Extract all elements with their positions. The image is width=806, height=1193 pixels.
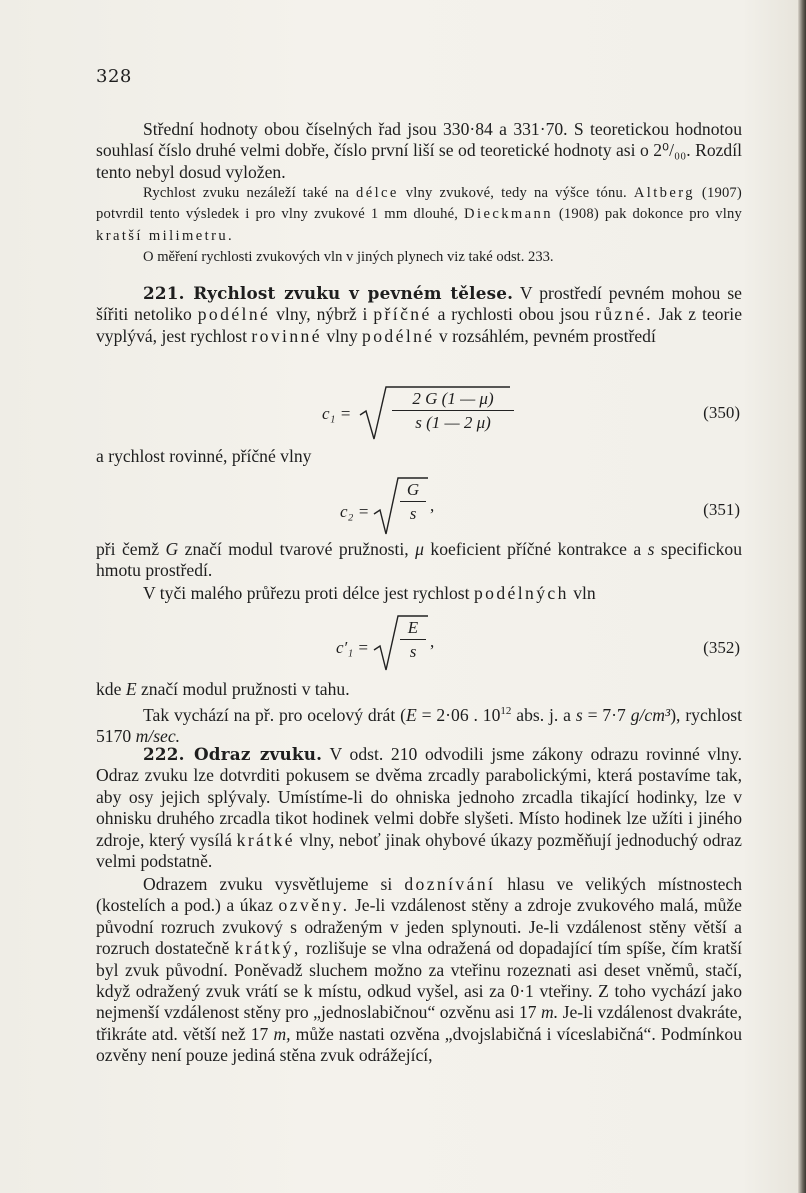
transverse-wave-text: a rychlost rovinné, příčné vlny xyxy=(96,446,312,466)
fraction: $\frac{G}{s}$ xyxy=(400,480,426,524)
formula-lhs: c₂ = xyxy=(340,502,370,521)
formula-lhs: c′₁ = xyxy=(336,638,369,657)
fraction: $\frac{E}{s}$ xyxy=(400,618,426,662)
equation-number: (350) xyxy=(703,403,740,422)
page-number: 328 xyxy=(96,66,132,87)
steel-wire-example: Tak vychází na př. pro ocelový drát (E = 2·06 . $10^{12}$ abs. j. a s = 7·7 g/cm³), rychlost 5170 m/sec. xyxy=(96,704,743,747)
small-print-reference: O měření rychlosti zvukových vln v jiných plynech viz také odst. 233. xyxy=(143,249,554,265)
section-221-heading: 221. Rychlost zvuku v pevném tělese. xyxy=(143,283,514,303)
rod-paragraph: V tyči malého průřezu proti délce jest rychlost podélných vln xyxy=(143,583,596,603)
formula-350 xyxy=(96,383,742,433)
equation-number: (351) xyxy=(703,500,740,519)
small-print-paragraph: Rychlost zvuku nezáleží také na délce vlny zvukové, tedy na výšce tónu. Altberg (1907) potvrdil tento výsledek i pro vlny zvukové 1 mm dlouhé, Dieckmann (1908) pak dokonce pro vlny kratší milimetru. xyxy=(96,185,742,244)
tension-modulus-text: kde E značí modul pružnosti v tahu. xyxy=(96,679,350,699)
formula-352: c′₁ = $\frac{E}{s}$ , (352) xyxy=(96,612,742,662)
page-edge-shadow xyxy=(798,0,806,1193)
formula-351: c₂ = $\frac{G}{s}$ , (351) xyxy=(96,474,742,524)
equation-number: (352) xyxy=(703,638,740,657)
intro-paragraph: Střední hodnoty obou číselných řad jsou 330·84 a 331·70. S teoretickou hodnotou souhlasí číslo druhé velmi dobře, číslo první liší se od teoretické hodnoty asi o 2⁰/₀₀. Rozdíl tento nebyl dosud vyložen. xyxy=(96,119,742,182)
section-222-heading: 222. Odraz zvuku. xyxy=(143,744,323,764)
section-221-paragraph: 221. Rychlost zvuku v pevném tělese. V prostředí pevném mohou se šířiti netoliko podélné vlny, nýbrž i příčné a rychlosti obou jsou různé. Jak z teorie vyplývá, jest rychlost rovinné vlny podélné v rozsáhlém, pevném prostředí xyxy=(96,283,743,346)
formula-lhs: c₁ = xyxy=(322,404,352,423)
definitions-paragraph: při čemž G značí modul tvarové pružnosti, μ koeficient příčné kontrakce a s specifickou hmotu prostředí. xyxy=(96,539,742,581)
section-222-paragraph: 222. Odraz zvuku. V odst. 210 odvodili jsme zákony odrazu rovinné vlny. Odraz zvuku lze dotvrditi pokusem se dvěma zrcadly parabolickými, která postavíme tak, aby osy jejich splývaly. Umístíme-li do ohniska jednoho zrcadla tikající hodinky, lze v ohnisku druhého zrcadla tikot hodinek velmi dobře slyšeti. Místo hodinek lze užíti i jiného zdroje, který vysílá krátké vlny, neboť jinak ohybové úkazy pozměňují jednoduchý odraz velmi podstatně. xyxy=(96,744,742,872)
fraction: $\frac{2 G (1 — \mu)}{s (1 — 2 \mu)}$ xyxy=(392,389,514,433)
echo-paragraph: Odrazem zvuku vysvětlujeme si doznívání hlasu ve velikých místnostech (kostelích a pod.) a úkaz ozvěny. Je-li vzdálenost stěny a zdroje zvukového malá, může původní rozruch zvukový s odraženým v jeden splynouti. Je-li vzdálenost stěny větší a rozruch dostatečně krátký, rozlišuje se vlna odražená od dopadající tím spíše, čím kratší byl zvuk původní. Poněvadž sluchem možno za vteřinu rozeznati asi deset vněmů, stačí, když odražený zvuk vrátí se k místu, odkud vyšel, asi za 0·1 vteřiny. Z toho vychází jako nejmenší vzdálenost stěny pro „jednoslabičnou“ ozvěnu asi 17 m. Je-li vzdálenost dvakráte, třikráte atd. větší než 17 m, může nastati ozvěna „dvojslabičná i víceslabičná“. Podmínkou ozvěny není pouze jediná stěna zvuk odrážející, xyxy=(96,874,743,1066)
